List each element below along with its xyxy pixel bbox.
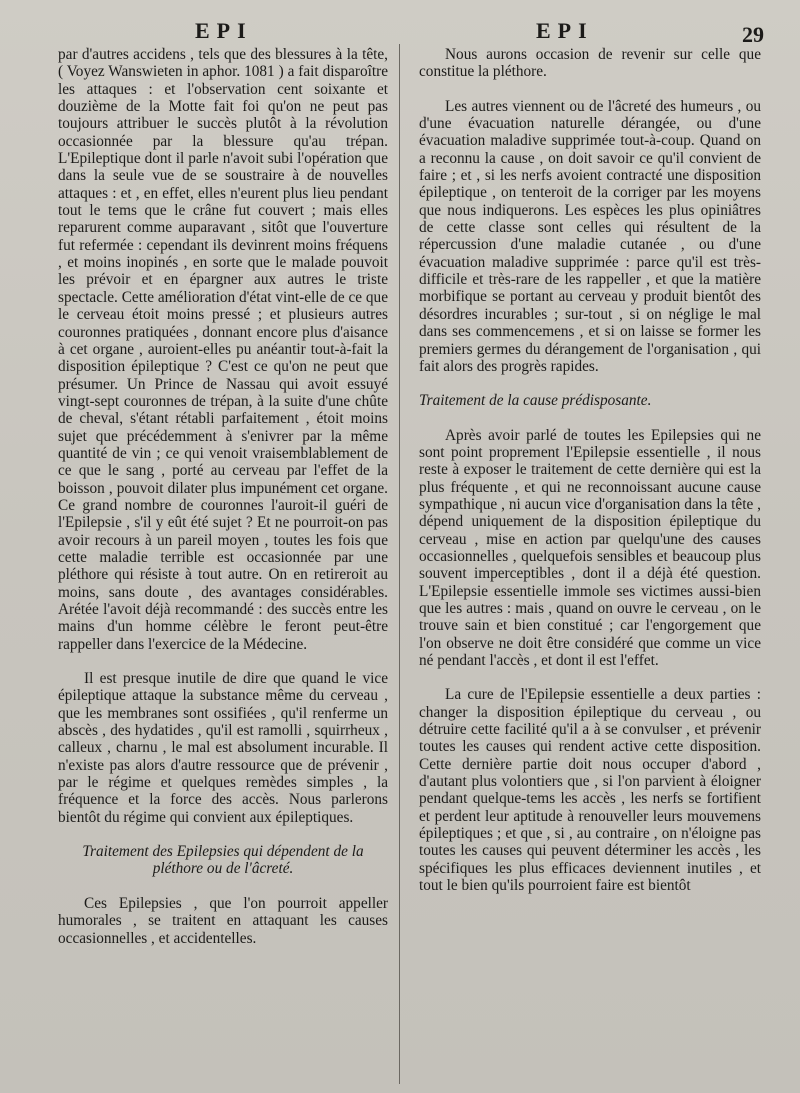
right-paragraph-1: Nous aurons occasion de revenir sur celle que constitue la pléthore. [419,46,761,81]
running-head-right: EPI [536,18,594,43]
page-number: 29 [742,22,764,47]
left-column [58,46,388,947]
running-head-left: EPI [195,18,253,43]
left-paragraph-1: par d'autres accidens , tels que des blessures à la tête, ( Voyez Wanswieten in aphor. 1081 ) a fait disparoître les attaques : et l'observation cent soixante et douzième de la Motte fait foi qu'on ne peut pas toujours attribuer le succès plutôt à la révolution occasionnée par la blessure qu'au trépan. L'Epileptique dont il parle n'avoit subi l'opération que dans la seule vue de se soustraire à de nouvelles attaques : et , en effet, elles n'eurent plus lieu pendant tout le tems que le crâne fut couvert ; mais elles reparurent comme auparavant , sitôt que l'ouverture fut refermée : cependant ils devinrent moins fréquens , et moins inopinés , en sorte que le malade pouvoit les prévoir et en épargner aux autres le triste spectacle. Cette amélioration d'état vint-elle de ce que le cerveau étoit moins pressé ; et plusieurs autres couronnes pratiquées , donnant encore plus d'aisance à cet organe , auroient-elles pu anéantir tout-à-fait la disposition épileptique ? C'est ce qu'on ne peut que présumer. Un Prince de Nassau qui avoit essuyé vingt-sept couronnes de trépan, à la suite d'une chûte de cheval, s'étant rétabli parfaitement , étoit moins sujet que précédemment à s'enivrer par la même quantité de vin ; ce qui venoit vraisemblablement de ce que le sang , porté au cerveau par l'effet de la boisson , pouvoit dilater plus impunément cet organe. Ce grand nombre de couronnes l'auroit-il guéri de l'Epilepsie , s'il y eût été sujet ? Et ne pourroit-on pas avoir recours à un pareil moyen , toutes les fois que cette maladie terrible est occasionnée par une pléthore qui résiste à tout autre. On en retireroit au moins, sans doute , des avantages considérables. Arétée l'avoit déjà recommandé : des succès entre les mains d'un homme célèbre le feront peut-être rappeller dans l'exercice de la Médecine. [58,46,388,653]
column-divider [399,44,400,1084]
right-column [419,46,761,894]
right-section-heading: Traitement de la cause prédisposante. [419,392,652,410]
right-paragraph-3: Après avoir parlé de toutes les Epilepsies qui ne sont point proprement l'Epilepsie essentielle , il nous reste à exposer le traitement de cette dernière qui est la plus fréquente , et qui ne reconnoissant aucune cause sympathique , ni aucun vice d'organisation dans la tête , dépend uniquement de la disposition épileptique du cerveau , mise en action par quelqu'une des causes occasionnelles , quelquefois sensibles et beaucoup plus souvent imperceptibles , dont il a déjà été question. L'Epilepsie essentielle immole ses victimes aussi-bien que les autres : mais , quand on ouvre le cerveau , on le trouve sain et bien constitué ; car l'engorgement que l'on observe ne doit être considéré que comme un vice né pendant l'accès , et dont il est l'effet. [419,426,761,669]
right-paragraph-2: Les autres viennent ou de l'âcreté des humeurs , ou d'une évacuation naturelle dérangée, ou d'une évacuation maladive supprimée tout-à-coup. Quand on a reconnu la cause , on doit savoir ce qu'il convient de faire ; et , si les nerfs avoient contracté une disposition épileptique , on tenteroit de la corriger par les moyens que nous indiquerons. Les espèces les plus opiniâtres de cette classe sont celles qui résultent de la répercussion d'une maladie cutanée , ou d'une évacuation maladive supprimée : parce qu'il est très-difficile et très-rare de les rappeller , et que la matière morbifique se portant au cerveau y produit bientôt des désordres incurables ; sur-tout , si on néglige le mal dans ses commencemens , et si on laisse se former les premiers germes du dérangement de l'organisation , qui fait alors des progrès rapides. [419,97,761,375]
left-section-heading: Traitement des Epilepsies qui dépendent de la pléthore ou de l'âcreté. [82,843,364,878]
left-paragraph-3: Ces Epilepsies , que l'on pourroit appeller humorales , se traitent en attaquant les causes occasionnelles , et accidentelles. [58,894,388,947]
right-paragraph-4: La cure de l'Epilepsie essentielle a deux parties : changer la disposition épileptique du cerveau , ou détruire cette facilité qu'il a à se convulser , et prévenir toutes les causes qui rendent active cette disposition. Cette dernière partie doit nous occuper d'abord , d'autant plus volontiers que , si l'on parvient à éloigner pendant quelque-tems les accès , les nerfs se fortifient et perdent leur aptitude à renouveller leurs mouvemens épileptiques ; et que , si , au contraire , on n'éloigne pas toutes les causes qui peuvent déterminer les accès , les spécifiques les plus efficaces deviennent inutiles , et tout le bien qu'ils pourroient faire est bientôt [419,686,761,895]
left-paragraph-2: Il est presque inutile de dire que quand le vice épileptique attaque la substance même du cerveau , que les membranes sont ossifiées , qu'il renferme un abscès , des hydatides , qu'il est ramolli , squirrheux , calleux , charnu , le mal est absolument incurable. Il n'existe pas alors d'autre ressource que de prévenir , par le régime et quelques remèdes simples , la fréquence et la force des accès. Nous parlerons bientôt du régime qui convient aux épileptiques. [58,670,388,826]
running-head [0,18,800,48]
